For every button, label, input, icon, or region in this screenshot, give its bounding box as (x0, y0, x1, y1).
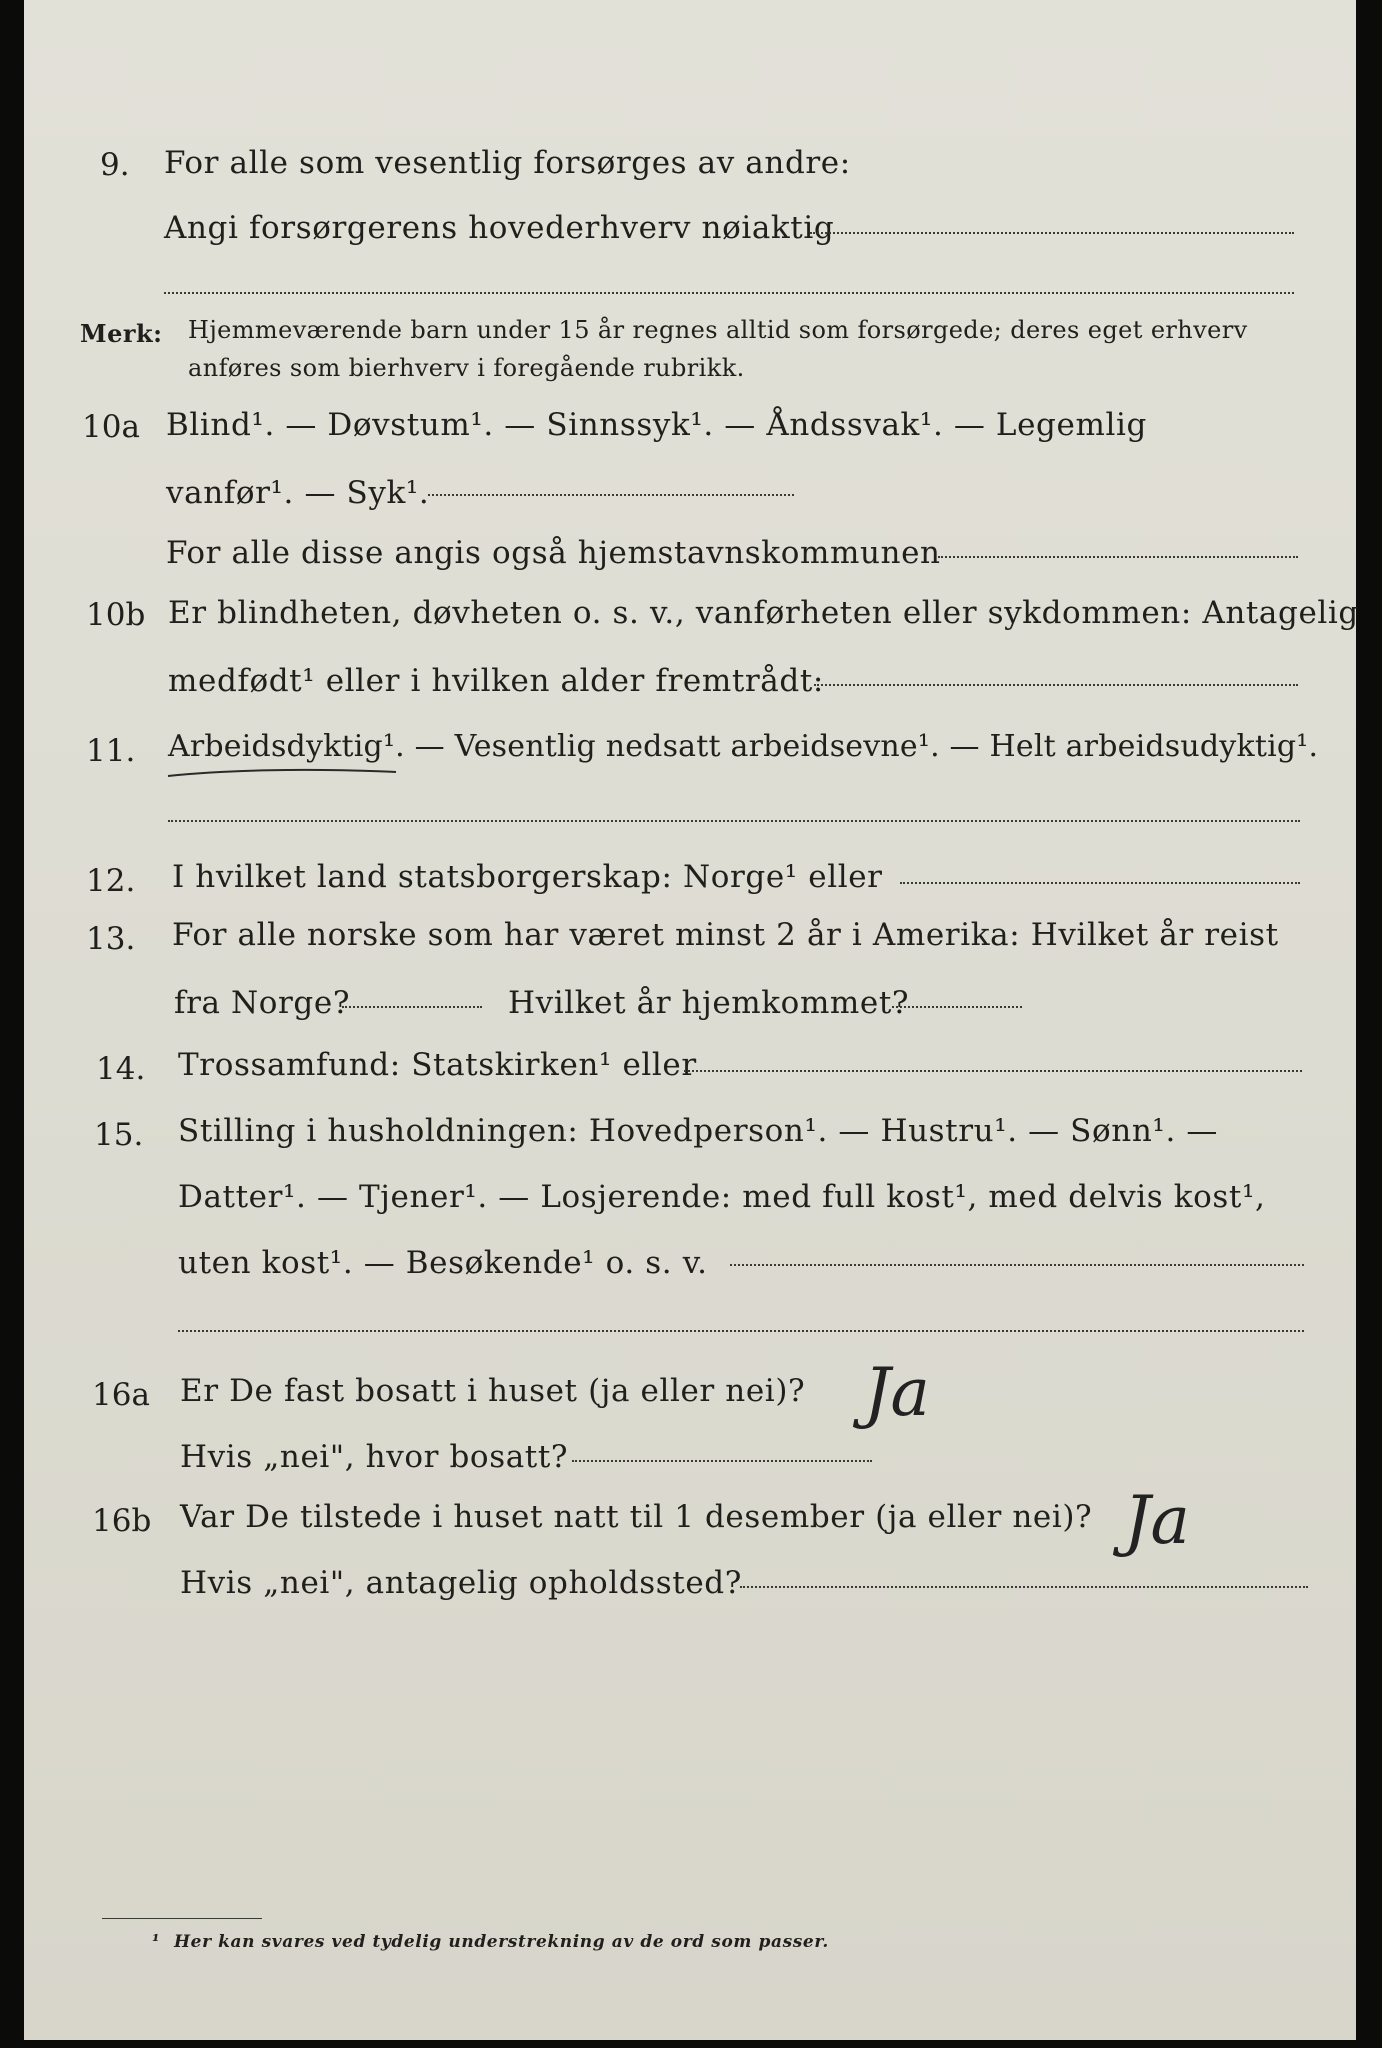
q16b-number: 16b (92, 1503, 152, 1539)
q13-return-year-line[interactable] (892, 1006, 1022, 1008)
census-form-page (24, 0, 1359, 2040)
q10a-hometown-line[interactable] (938, 556, 1298, 558)
q9-answer-line[interactable] (810, 232, 1294, 234)
q10a-line1: Blind¹. — Døvstum¹. — Sinnssyk¹. — Åndssvak¹. — Legemlig (166, 407, 1147, 443)
q10b-line2: medfødt¹ eller i hvilken alder fremtrådt: (168, 663, 824, 699)
q12-line1: I hvilket land statsborgerskap: Norge¹ eller (172, 859, 883, 895)
q13-departure-year-line[interactable] (342, 1006, 482, 1008)
q10a-number: 10a (82, 409, 140, 445)
q10a-line2: vanfør¹. — Syk¹. (166, 475, 430, 511)
q15-line1: Stilling i husholdningen: Hovedperson¹. — Hustru¹. — Sønn¹. — (178, 1113, 1218, 1149)
q13-line2b: Hvilket år hjemkommet? (508, 985, 910, 1021)
q10b-line1: Er blindheten, døvheten o. s. v., vanførheten eller sykdommen: Antagelig (168, 595, 1359, 631)
footnote-mark: ¹ (152, 1932, 161, 1952)
q16a-line2: Hvis „nei", hvor bosatt? (180, 1439, 569, 1475)
q12-number: 12. (86, 863, 136, 899)
q9-number: 9. (100, 147, 130, 183)
q11-number: 11. (86, 733, 136, 769)
q16b-line2: Hvis „nei", antagelig opholdssted? (180, 1565, 742, 1601)
q15-line2: Datter¹. — Tjener¹. — Losjerende: med full kost¹, med delvis kost¹, (178, 1179, 1266, 1215)
q13-line1: For alle norske som har været minst 2 år i Amerika: Hvilket år reist (172, 917, 1279, 953)
q10a-answer-line[interactable] (428, 494, 794, 496)
q16a-answer-line[interactable] (572, 1460, 872, 1462)
merk-label: Merk: (80, 319, 163, 348)
q13-line2a: fra Norge? (174, 985, 351, 1021)
q11-handwritten-underline (166, 764, 406, 784)
q16b-answer-line[interactable] (740, 1586, 1308, 1588)
q15-line3: uten kost¹. — Besøkende¹ o. s. v. (178, 1245, 708, 1281)
q12-answer-line[interactable] (900, 882, 1300, 884)
q16b-line1: Var De tilstede i huset natt til 1 desember (ja eller nei)? (180, 1499, 1093, 1535)
q10b-answer-line[interactable] (814, 684, 1298, 686)
q14-line1: Trossamfund: Statskirken¹ eller (178, 1047, 697, 1083)
q14-number: 14. (96, 1051, 146, 1087)
q10b-number: 10b (86, 597, 146, 633)
q16a-handwritten-answer: Ja (864, 1354, 930, 1431)
q15-number: 15. (94, 1117, 144, 1153)
footnote-rule (102, 1918, 262, 1919)
footnote-text: Her kan svares ved tydelig understrekning av de ord som passer. (174, 1932, 829, 1952)
q15-answer-line[interactable] (730, 1264, 1304, 1266)
q9-line2: Angi forsørgerens hovederhverv nøiaktig (164, 210, 835, 246)
q11-line1: Arbeidsdyktig¹. — Vesentlig nedsatt arbeidsevne¹. — Helt arbeidsudyktig¹. (168, 729, 1319, 764)
q15-answer-line-2[interactable] (178, 1330, 1304, 1332)
q16a-line1: Er De fast bosatt i huset (ja eller nei)? (180, 1373, 806, 1409)
q9-line1: For alle som vesentlig forsørges av andre: (164, 145, 851, 181)
merk-line1: Hjemmeværende barn under 15 år regnes alltid som forsørgede; deres eget erhverv (188, 316, 1248, 344)
q13-number: 13. (86, 921, 136, 957)
q16a-number: 16a (92, 1377, 150, 1413)
q11-answer-line[interactable] (168, 820, 1300, 822)
q16b-handwritten-answer: Ja (1124, 1482, 1190, 1559)
q9-answer-line-2[interactable] (164, 292, 1294, 294)
merk-line2: anføres som bierhverv i foregående rubrikk. (188, 354, 745, 382)
q10a-line3: For alle disse angis også hjemstavnskommunen (166, 535, 941, 571)
q14-answer-line[interactable] (684, 1070, 1302, 1072)
